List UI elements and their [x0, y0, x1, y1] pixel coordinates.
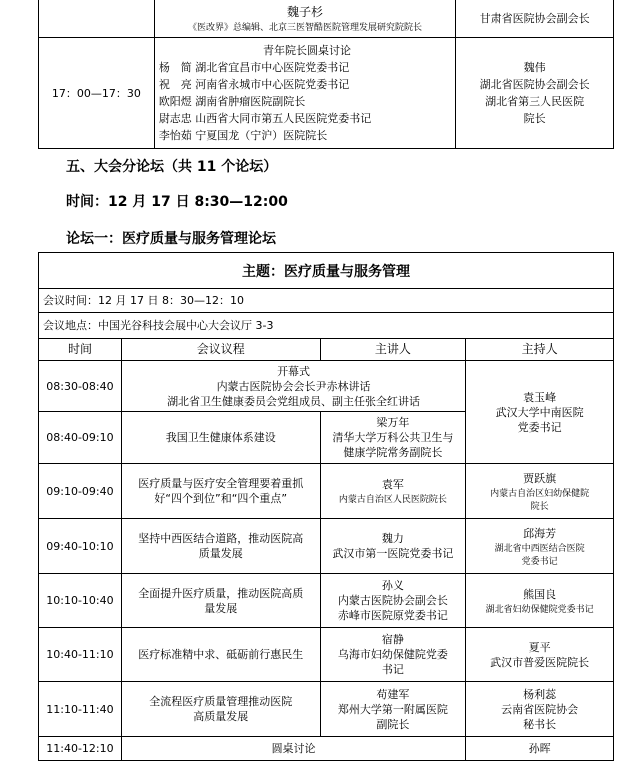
- section-heading: 五、大会分论坛（共 11 个论坛）: [66, 159, 278, 175]
- top-row1-host: 甘肃省医院协会副会长: [456, 0, 614, 38]
- agenda-line: 全流程医疗质量管理推动医院: [149, 695, 293, 708]
- host-name: 贾跃旗: [523, 471, 557, 485]
- row-speaker: [320, 464, 466, 519]
- row-speaker: [320, 682, 466, 737]
- row-agenda: 我国卫生健康体系建设: [121, 412, 320, 464]
- header-host: 主持人: [466, 339, 614, 361]
- agenda-line: 全面提升医疗质量，推动医院高质: [138, 586, 304, 600]
- speaker-title: 书记: [381, 663, 404, 676]
- host-name: 邱海芳: [523, 526, 557, 540]
- speaker-name: 魏力: [381, 532, 404, 545]
- host-cell: [466, 574, 614, 628]
- speaker-name: 魏子杉: [287, 4, 324, 19]
- host-title: 武汉大学中南医院: [495, 405, 584, 419]
- row-agenda: [121, 361, 465, 412]
- speaker-title: 内蒙古医院协会副会长: [337, 594, 448, 607]
- row-speaker: [320, 519, 466, 574]
- row-time: 11:40-12:10: [39, 737, 122, 761]
- host-title: 湖北省第三人民医院: [485, 95, 585, 108]
- host-name: 魏伟: [523, 61, 546, 74]
- host-cell: [466, 361, 614, 464]
- host-title: 党委书记: [521, 556, 558, 567]
- agenda-line: 医疗质量与医疗安全管理要着重抓: [138, 477, 304, 490]
- row-time: 09:40-10:10: [39, 519, 122, 574]
- row-agenda: [121, 519, 320, 574]
- row-time: 08:40-09:10: [39, 412, 122, 464]
- agenda-line: 湖北省卫生健康委员会党组成员、副主任张全红讲话: [167, 394, 421, 408]
- row-speaker: [320, 574, 466, 628]
- host-title: 湖北省妇幼保健院党委书记: [485, 604, 594, 615]
- host-title: 院长: [530, 501, 549, 512]
- participant: 欧阳煜 湖南省肿瘤医院副院长: [158, 95, 306, 108]
- speaker-name: 孙义: [381, 579, 404, 592]
- forum-table: [38, 252, 614, 761]
- speaker-affiliation: 《医改界》总编辑、北京三医智酷医院管理发展研究院院长: [188, 22, 423, 33]
- speaker-name: 梁万年: [376, 416, 410, 429]
- roundtable-cell: [154, 38, 455, 149]
- host-title: 党委书记: [517, 420, 562, 434]
- participant: 尉志忠 山西省大同市第五人民医院党委书记: [158, 112, 372, 125]
- participant: 李怡茹 宁夏国龙（宁沪）医院院长: [158, 129, 328, 142]
- host-title: 湖北省医院协会副会长: [479, 78, 590, 91]
- top-row1-speaker-cell: [154, 0, 455, 38]
- speaker-name: 袁军: [381, 478, 404, 491]
- host-cell: [466, 464, 614, 519]
- row-agenda: [121, 682, 320, 737]
- top-row1-time: [39, 0, 155, 38]
- row-agenda: 医疗标准精中求、砥砺前行惠民生: [121, 628, 320, 682]
- speaker-title: 副院长: [376, 717, 410, 731]
- roundtable-title: 青年院长圆桌讨论: [263, 44, 352, 57]
- forum-heading: 论坛一：医疗质量与服务管理论坛: [66, 231, 276, 247]
- host-cell: 孙晖: [466, 737, 614, 761]
- row-time: 08:30-08:40: [39, 361, 122, 412]
- row-time: 10:40-11:10: [39, 628, 122, 682]
- host-title: 湖北省中西医结合医院: [494, 543, 585, 554]
- speaker-title: 健康学院常务副院长: [343, 446, 443, 459]
- speaker-title: 郑州大学第一附属医院: [337, 702, 448, 716]
- host-name: 杨利蕊: [523, 687, 557, 701]
- speaker-title: 乌海市妇幼保健院党委: [337, 648, 448, 661]
- host-title: 院长: [523, 112, 546, 125]
- speaker-title: 武汉市第一医院党委书记: [332, 547, 454, 560]
- host-title: 武汉市普爱医院院长: [490, 655, 590, 669]
- speaker-name: 苟建军: [376, 687, 410, 701]
- agenda-line: 坚持中西医结合道路，推动医院高: [138, 532, 304, 545]
- agenda-line: 好“四个到位”和“四个重点”: [154, 492, 288, 505]
- top-table: [38, 0, 614, 149]
- agenda-line: 质量发展: [198, 547, 243, 560]
- row-time: 11:10-11:40: [39, 682, 122, 737]
- row-time: 10:10-10:40: [39, 574, 122, 628]
- speaker-title: 内蒙古自治区人民医院院长: [338, 495, 447, 505]
- meeting-time: 会议时间：12 月 17 日 8：30—12：10: [39, 289, 614, 313]
- participant: 祝 亮 河南省永城市中心医院党委书记: [158, 78, 350, 91]
- host-title: 内蒙古自治区妇幼保健院: [490, 488, 590, 499]
- header-agenda: 会议议程: [121, 339, 320, 361]
- host-cell: [466, 682, 614, 737]
- row-agenda: 圆桌讨论: [121, 737, 465, 761]
- host-title: 秘书长: [523, 717, 557, 731]
- speaker-title: 赤峰市医院原党委书记: [337, 609, 448, 622]
- host-name: 夏平: [528, 640, 551, 654]
- agenda-line: 量发展: [204, 601, 238, 615]
- host-cell: [466, 628, 614, 682]
- row-time: 09:10-09:40: [39, 464, 122, 519]
- top-row2-host: [456, 38, 614, 149]
- agenda-line: 内蒙古医院协会会长尹赤林讲话: [216, 379, 371, 393]
- row-agenda: [121, 574, 320, 628]
- header-speaker: 主讲人: [320, 339, 466, 361]
- agenda-line: 高质量发展: [193, 710, 249, 723]
- meeting-place: 会议地点：中国光谷科技会展中心大会议厅 3-3: [39, 313, 614, 339]
- header-time: 时间: [39, 339, 122, 361]
- host-cell: [466, 519, 614, 574]
- forum-theme: 主题：医疗质量与服务管理: [39, 253, 614, 289]
- row-speaker: [320, 628, 466, 682]
- row-agenda: [121, 464, 320, 519]
- participant: 杨 简 湖北省宜昌市中心医院党委书记: [158, 61, 350, 74]
- host-title: 云南省医院协会: [501, 702, 579, 716]
- host-name: 袁玉峰: [523, 390, 557, 404]
- top-row2-time: 17：00—17：30: [39, 38, 155, 149]
- speaker-title: 清华大学万科公共卫生与: [332, 431, 454, 444]
- host-name: 熊国良: [523, 587, 557, 601]
- row-speaker: [320, 412, 466, 464]
- time-line: 时间：12 月 17 日 8:30—12:00: [66, 194, 288, 210]
- agenda-line: 开幕式: [277, 364, 311, 378]
- speaker-name: 宿静: [381, 633, 404, 646]
